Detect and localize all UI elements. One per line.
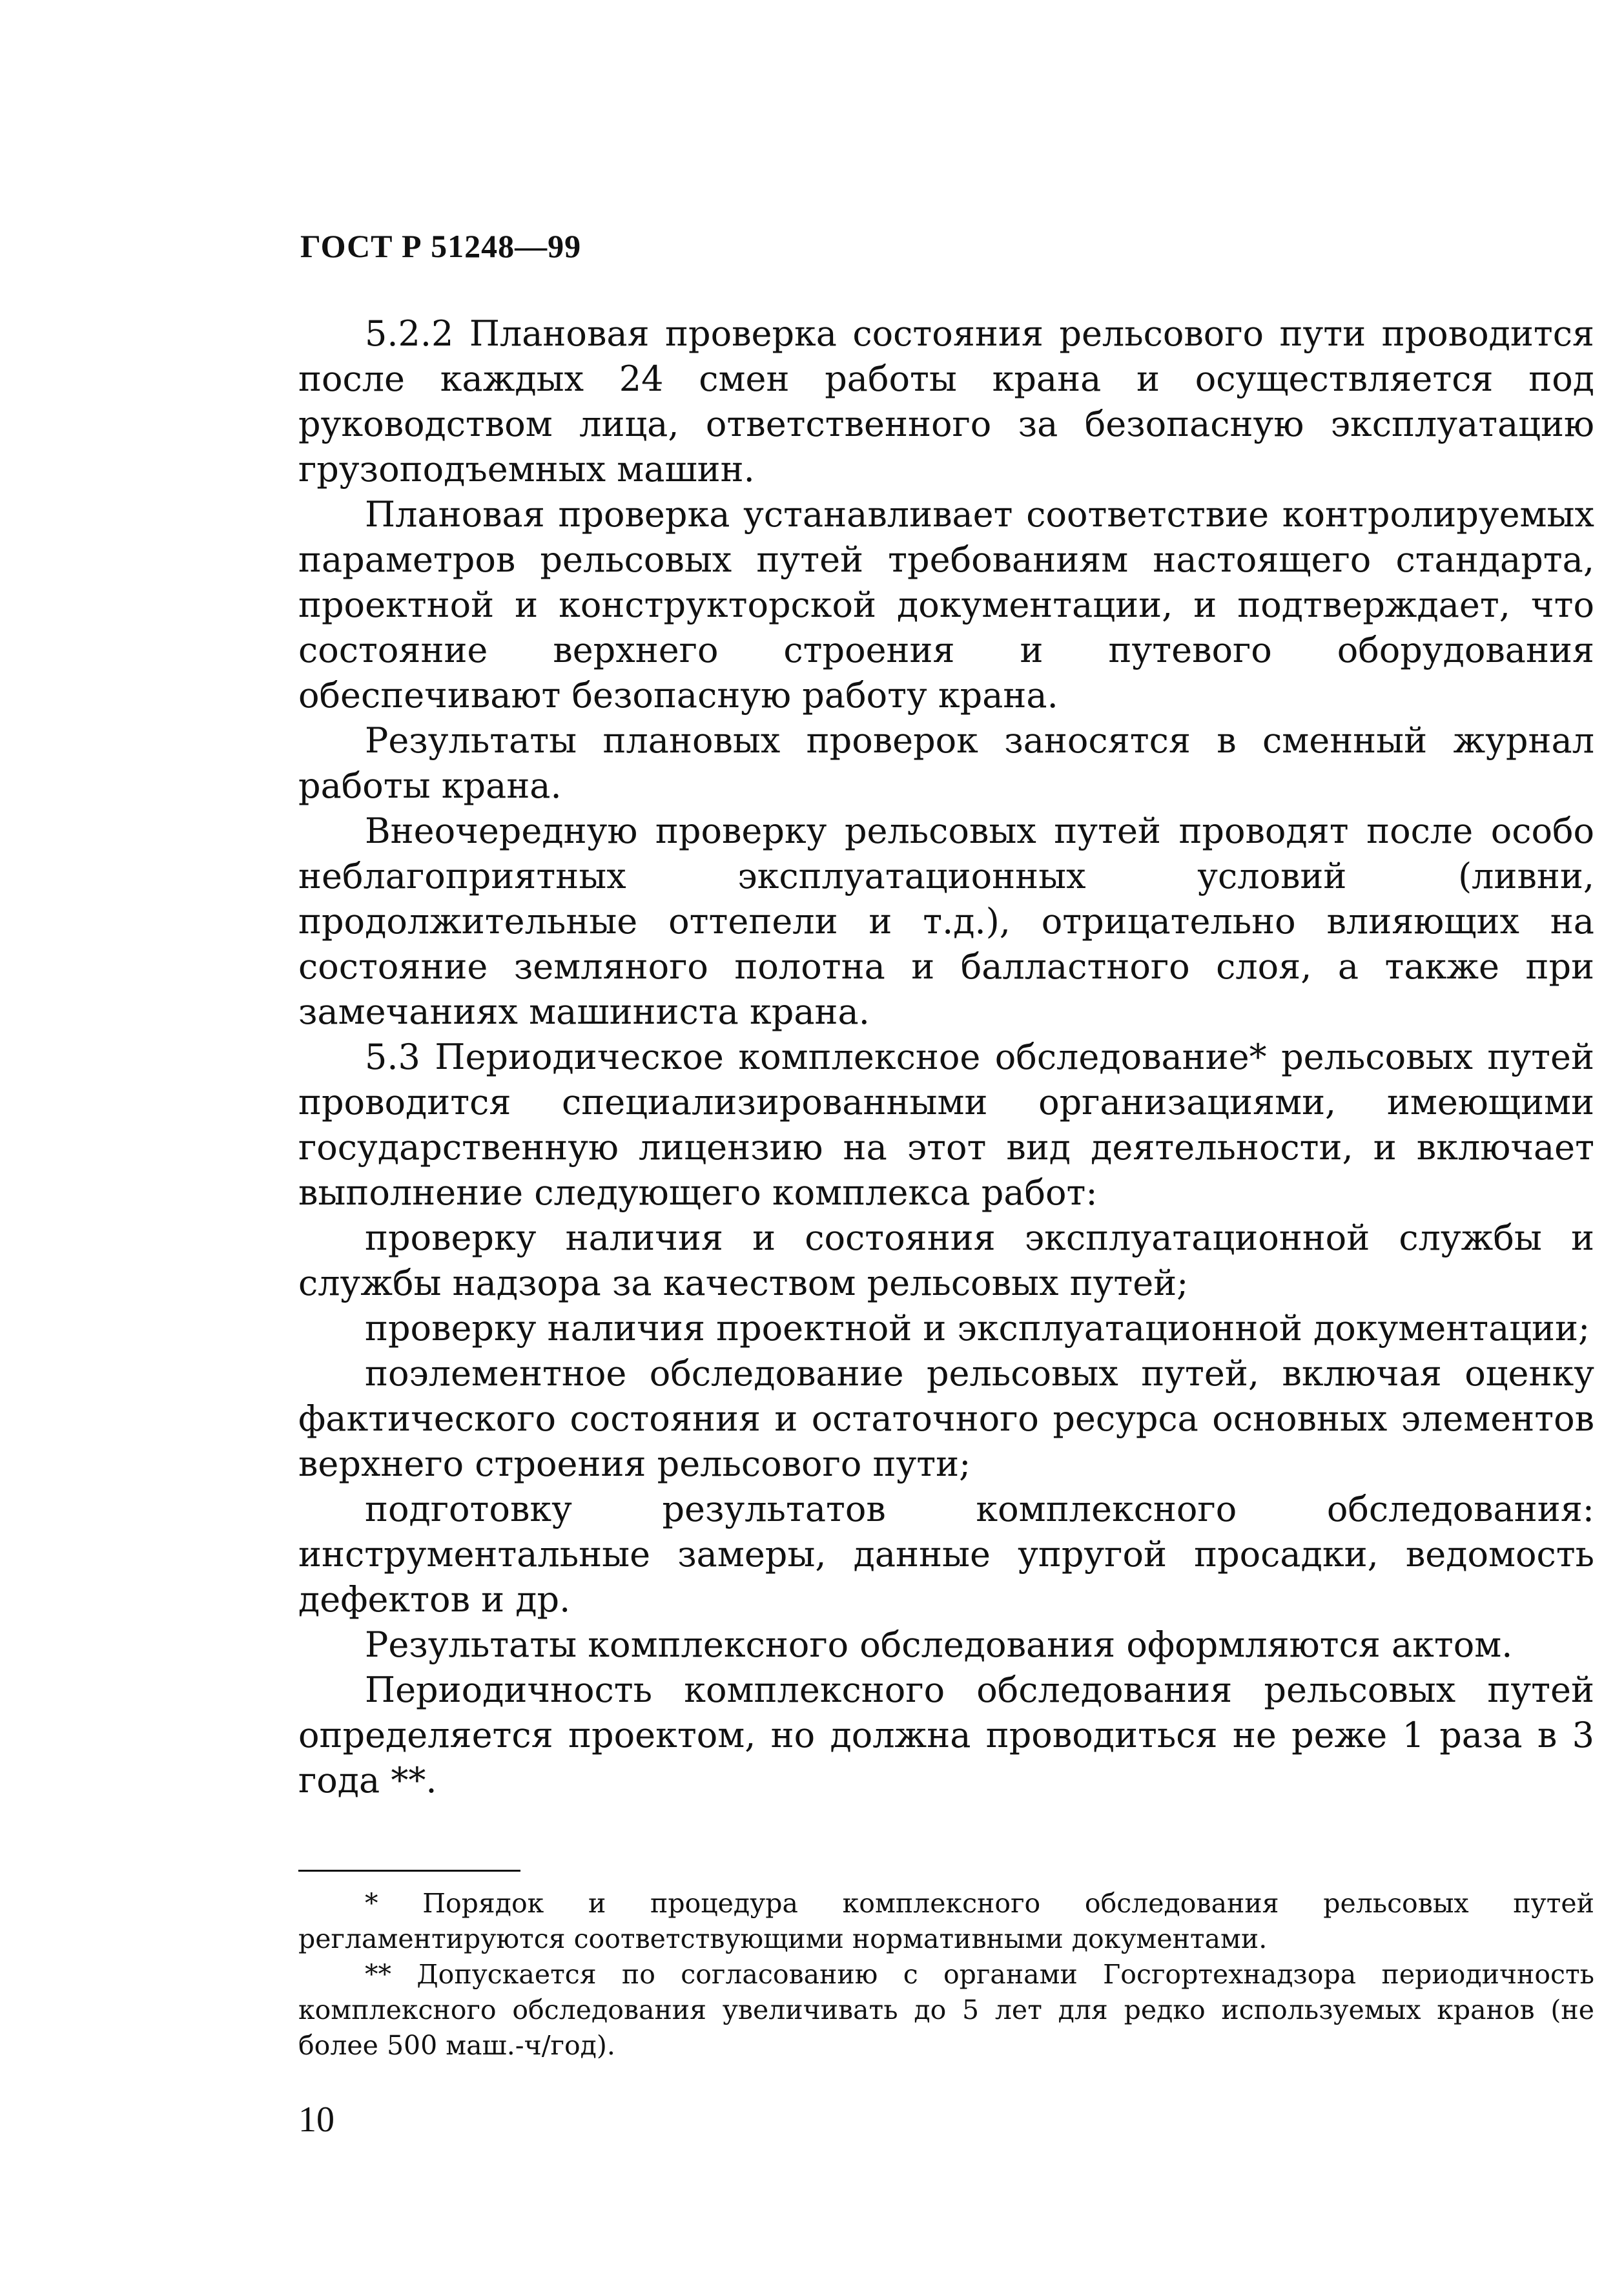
paragraph-planned-check: Плановая проверка устанавливает соответствие контролируемых параметров рельсовых путей требованиям настоящего стандарта, проектной и конструкторской документации, и подтверждает, что состояние верхнего строения и путевого оборудования обеспечивают безопасную работу крана. bbox=[298, 494, 1594, 716]
footnote-divider bbox=[298, 1870, 520, 1872]
page-number: 10 bbox=[298, 2100, 334, 2140]
footnote-1: * Порядок и процедура комплексного обследования рельсовых путей регламентируются соответствующими нормативными документами. bbox=[298, 1888, 1594, 1954]
main-text bbox=[298, 311, 1594, 1803]
paragraph-periodicity: Периодичность комплексного обследования рельсовых путей определяется проектом, но должна проводиться не реже 1 раза в 3 года **. bbox=[298, 1670, 1594, 1801]
footnote-2: ** Допускается по согласованию с органами Госгортехнадзора периодичность комплексного обследования увеличивать до 5 лет для редко используемых кранов (не более 500 маш.-ч/год). bbox=[298, 1959, 1594, 2061]
paragraph-extra-check: Внеочередную проверку рельсовых путей проводят после особо неблагоприятных эксплуатационных условий (ливни, продолжительные оттепели и т.д.), отрицательно влияющих на состояние земляного полотна и балластного слоя, а также при замечаниях машиниста крана. bbox=[298, 811, 1594, 1032]
paragraph-results-log: Результаты плановых проверок заносятся в сменный журнал работы крана. bbox=[298, 720, 1594, 806]
paragraph-5-2-2: 5.2.2 Плановая проверка состояния рельсового пути проводится после каждых 24 смен работы крана и осуществляется под руководством лица, ответственного за безопасную эксплуатацию грузоподъемных машин. bbox=[298, 313, 1594, 490]
list-item-documentation-check: проверку наличия проектной и эксплуатационной документации; bbox=[365, 1308, 1590, 1349]
paragraph-survey-act: Результаты комплексного обследования оформляются актом. bbox=[365, 1624, 1513, 1665]
list-item-results-preparation: подготовку результатов комплексного обследования: инструментальные замеры, данные упругой просадки, ведомость дефектов и др. bbox=[298, 1489, 1594, 1620]
list-item-service-check: проверку наличия и состояния эксплуатационной службы и службы надзора за качеством рельсовых путей; bbox=[298, 1217, 1594, 1303]
document-header: ГОСТ Р 51248—99 bbox=[300, 228, 582, 264]
footnotes bbox=[298, 1886, 1594, 2064]
list-item-element-survey: поэлементное обследование рельсовых путей, включая оценку фактического состояния и остаточного ресурса основных элементов верхнего строения рельсового пути; bbox=[298, 1353, 1594, 1484]
paragraph-5-3: 5.3 Периодическое комплексное обследование* рельсовых путей проводится специализированными организациями, имеющими государственную лицензию на этот вид деятельности, и включает выполнение следующего комплекса работ: bbox=[298, 1037, 1594, 1213]
